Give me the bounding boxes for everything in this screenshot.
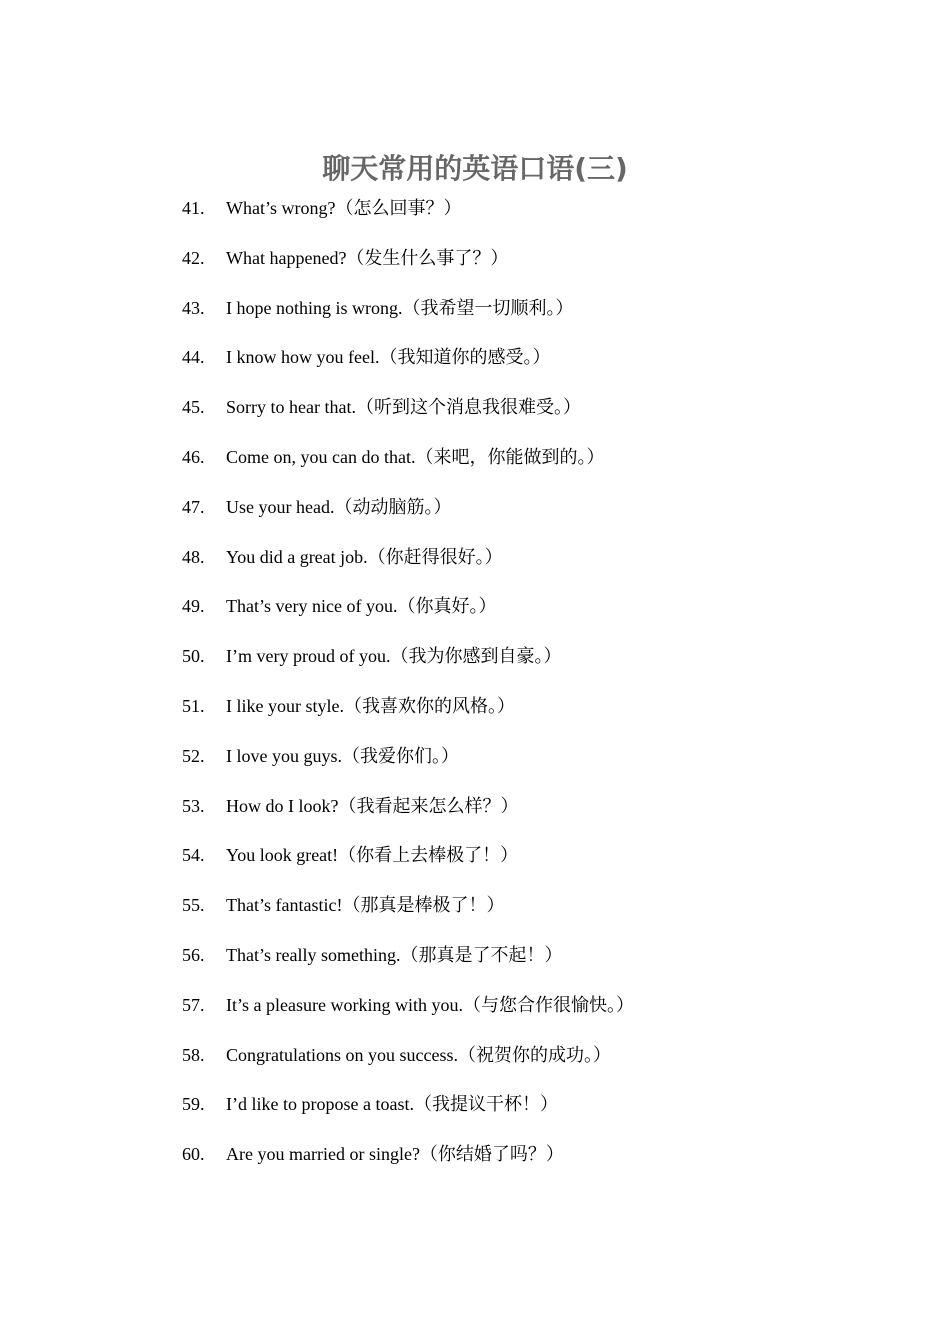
item-number: 51.	[182, 695, 205, 716]
phrase-list	[182, 194, 922, 1190]
item-text: You look great!（你看上去棒极了！）	[226, 845, 519, 866]
item-text: Come on, you can do that.（来吧，你能做到的。）	[226, 446, 605, 467]
list-item	[182, 891, 922, 941]
item-number: 59.	[182, 1094, 205, 1115]
item-number: 49.	[182, 596, 205, 617]
item-text: I hope nothing is wrong.（我希望一切顺利。）	[226, 297, 574, 318]
item-number: 57.	[182, 994, 205, 1015]
item-text: I love you guys.（我爱你们。）	[226, 745, 459, 766]
item-text: Are you married or single?（你结婚了吗？）	[226, 1144, 564, 1165]
list-item	[182, 543, 922, 593]
list-item	[182, 393, 922, 443]
list-item	[182, 1140, 922, 1190]
list-item	[182, 991, 922, 1041]
item-text: I’m very proud of you.（我为你感到自豪。）	[226, 646, 562, 667]
item-text: That’s very nice of you.（你真好。）	[226, 596, 497, 617]
item-text: What happened?（发生什么事了？）	[226, 247, 509, 268]
item-text: You did a great job.（你赶得很好。）	[226, 546, 503, 567]
item-text: Congratulations on you success.（祝贺你的成功。）	[226, 1044, 611, 1065]
item-text: What’s wrong?（怎么回事？）	[226, 198, 462, 218]
list-item	[182, 792, 922, 842]
item-number: 55.	[182, 895, 205, 916]
item-text: That’s really something.（那真是了不起！）	[226, 944, 563, 965]
list-item	[182, 1041, 922, 1091]
list-item	[182, 742, 922, 792]
item-number: 54.	[182, 845, 205, 866]
list-item	[182, 1090, 922, 1140]
list-item	[182, 642, 922, 692]
item-text: I’d like to propose a toast.（我提议干杯！）	[226, 1094, 558, 1115]
item-number: 60.	[182, 1144, 205, 1165]
list-item	[182, 194, 922, 244]
list-item	[182, 343, 922, 393]
item-number: 42.	[182, 247, 205, 268]
item-number: 44.	[182, 347, 205, 368]
item-number: 45.	[182, 397, 205, 418]
page-title: 聊天常用的英语口语(三)	[322, 151, 628, 185]
item-text: I know how you feel.（我知道你的感受。）	[226, 347, 551, 368]
item-number: 58.	[182, 1044, 205, 1065]
item-number: 48.	[182, 546, 205, 567]
item-text: It’s a pleasure working with you.（与您合作很愉快。）	[226, 994, 634, 1015]
item-number: 50.	[182, 646, 205, 667]
item-text: I like your style.（我喜欢你的风格。）	[226, 695, 515, 716]
item-number: 43.	[182, 297, 205, 318]
list-item	[182, 493, 922, 543]
list-item	[182, 941, 922, 991]
item-text: Sorry to hear that.（听到这个消息我很难受。）	[226, 397, 581, 418]
item-number: 41.	[182, 198, 205, 218]
list-item	[182, 841, 922, 891]
item-text: Use your head.（动动脑筋。）	[226, 496, 452, 517]
list-item	[182, 294, 922, 344]
item-number: 47.	[182, 496, 205, 517]
list-item	[182, 244, 922, 294]
list-item	[182, 592, 922, 642]
item-number: 56.	[182, 944, 205, 965]
item-text: That’s fantastic!（那真是棒极了！）	[226, 895, 505, 916]
list-item	[182, 692, 922, 742]
list-item	[182, 443, 922, 493]
item-number: 52.	[182, 745, 205, 766]
item-text: How do I look?（我看起来怎么样？）	[226, 795, 519, 816]
item-number: 46.	[182, 446, 205, 467]
item-number: 53.	[182, 795, 205, 816]
